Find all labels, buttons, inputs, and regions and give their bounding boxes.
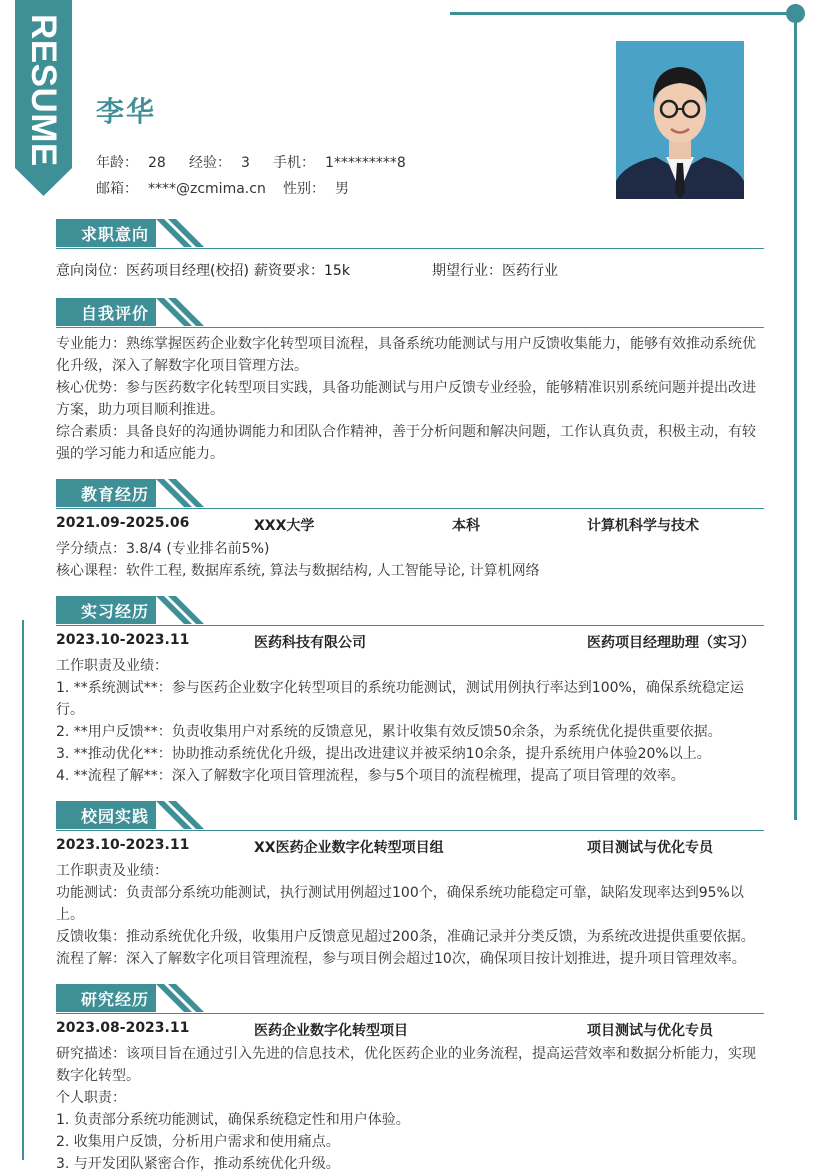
internship-duty-label: 工作职责及业绩： [56,658,168,674]
resume-banner-label: RESUME [24,14,63,167]
self-eval-body [56,333,766,465]
campus-org: XX医药企业数字化转型项目组 [254,840,444,856]
campus-row [56,837,766,859]
education-gpa: 学分绩点：3.8/4 (专业排名前5%) [56,541,270,557]
intent-industry: 期望行业：医药行业 [432,263,558,279]
research-date: 2023.08-2023.11 [56,1020,190,1036]
decorative-top-line [450,12,795,15]
decorative-left-line [22,620,24,1160]
list-item: 反馈收集：推动系统优化升级，收集用户反馈意见超过200条，准确记录并分类反馈，为系统改进提供重要依据。 [56,929,755,945]
experience-value: 3 [241,155,250,171]
section-header-education [56,479,764,509]
research-row [56,1020,766,1042]
intent-position: 意向岗位：医药项目经理(校招) [56,263,249,279]
profile-photo [616,41,744,199]
list-item: 4. **流程了解**：深入了解数字化项目管理流程，参与5个项目的流程梳理，提高了项目管理的效率。 [56,768,685,784]
list-item: 功能测试：负责部分系统功能测试，执行测试用例超过100个，确保系统功能稳定可靠，缺陷发现率达到95%以上。 [56,885,744,923]
research-role: 项目测试与优化专员 [587,1023,713,1039]
list-item: 1. 负责部分系统功能测试，确保系统稳定性和用户体验。 [56,1112,410,1128]
research-project: 医药企业数字化转型项目 [254,1023,408,1039]
research-description: 研究描述：该项目旨在通过引入先进的信息技术，优化医药企业的业务流程，提高运营效率和数据分析能力，实现数字化转型。 [56,1046,756,1084]
education-degree: 本科 [452,518,480,534]
basic-info-row-2 [96,178,349,198]
education-courses: 核心课程：软件工程, 数据库系统, 算法与数据结构, 人工智能导论, 计算机网络 [56,563,540,579]
intent-row [56,260,766,282]
section-header-research [56,984,764,1014]
basic-info-row-1 [96,152,406,172]
section-header-internship [56,596,764,626]
age-label: 年龄： [96,155,138,171]
internship-row [56,632,766,654]
education-body [56,538,766,582]
phone-value: 1*********8 [325,155,406,171]
section-title-intent: 求职意向 [81,225,150,244]
list-item: 3. 与开发团队紧密合作，推动系统优化升级。 [56,1156,340,1172]
research-body [56,1043,766,1175]
intent-salary: 薪资要求：15k [254,263,350,279]
list-item: 流程了解：深入了解数字化项目管理流程，参与项目例会超过10次，确保项目按计划推进，提升项目管理效率。 [56,951,746,967]
internship-body [56,655,766,787]
resume-banner-tab [15,0,72,196]
campus-body [56,860,766,970]
campus-role: 项目测试与优化专员 [587,840,713,856]
candidate-name: 李华 [96,95,157,128]
section-title-campus: 校园实践 [81,807,150,826]
gender-label: 性别： [283,181,325,197]
campus-date: 2023.10-2023.11 [56,837,190,853]
decorative-right-line [794,14,797,820]
education-date: 2021.09-2025.06 [56,515,190,531]
phone-label: 手机： [273,155,315,171]
email-label: 邮箱： [96,181,138,197]
education-school: XXX大学 [254,518,315,534]
section-title-self-eval: 自我评价 [81,304,150,323]
section-header-self-eval [56,298,764,328]
section-title-education: 教育经历 [81,485,150,504]
section-title-internship: 实习经历 [81,602,150,621]
section-header-intent [56,219,764,249]
email-value[interactable]: ****@zcmima.cn [148,181,266,197]
gender-value: 男 [335,181,349,197]
experience-label: 经验： [189,155,231,171]
research-duty-label: 个人职责： [56,1090,126,1106]
list-item: 2. 收集用户反馈，分析用户需求和使用痛点。 [56,1134,340,1150]
section-title-research: 研究经历 [81,990,150,1009]
education-row [56,515,766,537]
age-value: 28 [148,155,166,171]
section-header-campus [56,801,764,831]
list-item: 1. **系统测试**：参与医药企业数字化转型项目的系统功能测试，测试用例执行率达到100%，确保系统稳定运行。 [56,680,744,718]
list-item: 2. **用户反馈**：负责收集用户对系统的反馈意见，累计收集有效反馈50余条，为系统优化提供重要依据。 [56,724,722,740]
campus-duty-label: 工作职责及业绩： [56,863,168,879]
internship-date: 2023.10-2023.11 [56,632,190,648]
self-eval-professional: 专业能力：熟练掌握医药企业数字化转型项目流程，具备系统功能测试与用户反馈收集能力，能够有效推动系统优化升级，深入了解数字化项目管理方法。 [56,336,756,374]
education-major: 计算机科学与技术 [587,518,699,534]
internship-role: 医药项目经理助理（实习） [587,635,755,651]
self-eval-quality: 综合素质：具备良好的沟通协调能力和团队合作精神，善于分析问题和解决问题，工作认真负责，积极主动，有较强的学习能力和适应能力。 [56,424,756,462]
self-eval-advantage: 核心优势：参与医药数字化转型项目实践，具备功能测试与用户反馈专业经验，能够精准识别系统问题并提出改进方案，助力项目顺利推进。 [56,380,756,418]
list-item: 3. **推动优化**：协助推动系统优化升级，提出改进建议并被采纳10余条，提升系统用户体验20%以上。 [56,746,711,762]
internship-company: 医药科技有限公司 [254,635,366,651]
